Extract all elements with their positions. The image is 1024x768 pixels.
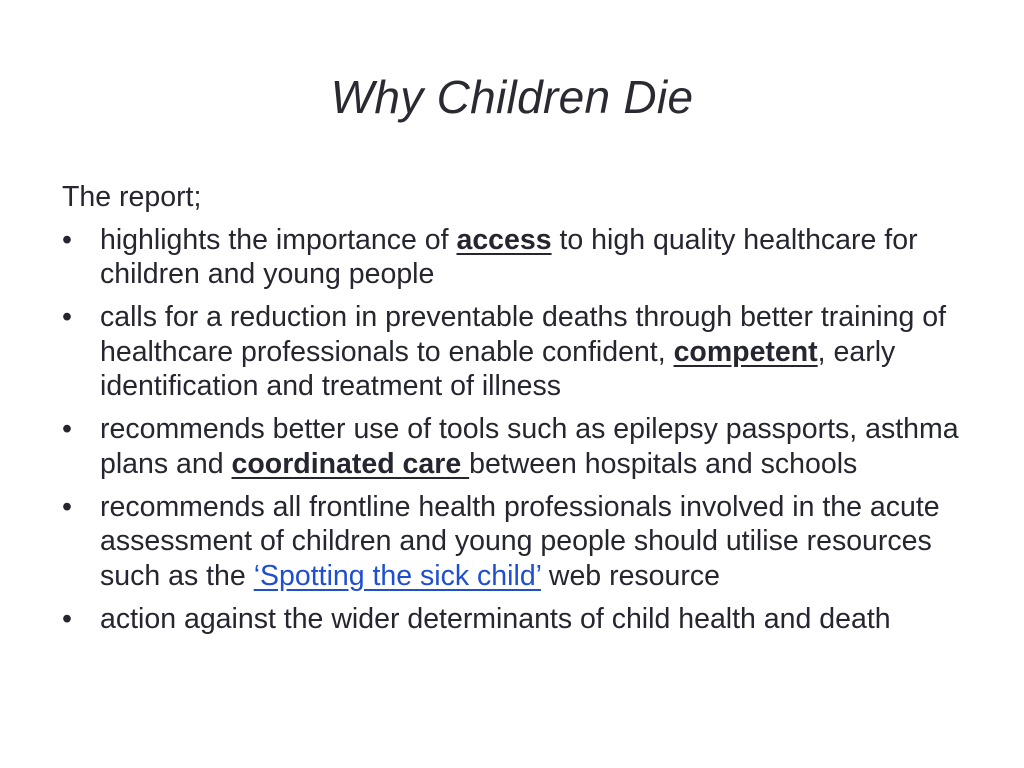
bullet-icon: •	[62, 223, 72, 256]
bullet-list	[62, 223, 972, 637]
point-text: calls for a reduction in preventable deaths through better training of healthcare professionals to enable confident,	[100, 301, 947, 368]
slide-body	[62, 180, 972, 645]
list-item	[62, 223, 972, 292]
point-text: recommends all frontline health professionals involved in the acute assessment of children and young people should utilise resources such as the	[100, 490, 940, 592]
point-text: recommends better use of tools such as epilepsy passports, asthma plans and	[100, 413, 959, 480]
point-text: between hospitals and schools	[469, 447, 858, 480]
point-text: action against the wider determinants of child health and death	[100, 602, 891, 635]
point-text: , early identification and treatment of illness	[100, 335, 896, 402]
slide-title: Why Children Die	[330, 71, 694, 123]
list-item	[62, 602, 972, 637]
spotting-sick-child-link[interactable]: ‘Spotting the sick child’	[253, 559, 541, 592]
point-text: to high quality healthcare for children and young people	[100, 223, 918, 290]
list-item	[62, 490, 972, 594]
emphasis-access: access	[456, 223, 552, 256]
bullet-icon: •	[62, 490, 72, 523]
list-item	[62, 412, 972, 481]
bullet-icon: •	[62, 602, 72, 635]
bullet-icon: •	[62, 413, 72, 445]
emphasis-coordinated-care: coordinated care	[231, 447, 470, 480]
emphasis-competent: competent	[673, 335, 818, 368]
point-text: web resource	[540, 559, 720, 592]
bullet-icon: •	[62, 301, 72, 333]
point-text: highlights the importance of	[100, 223, 457, 256]
list-item	[62, 300, 972, 404]
intro-text: The report;	[62, 181, 202, 213]
